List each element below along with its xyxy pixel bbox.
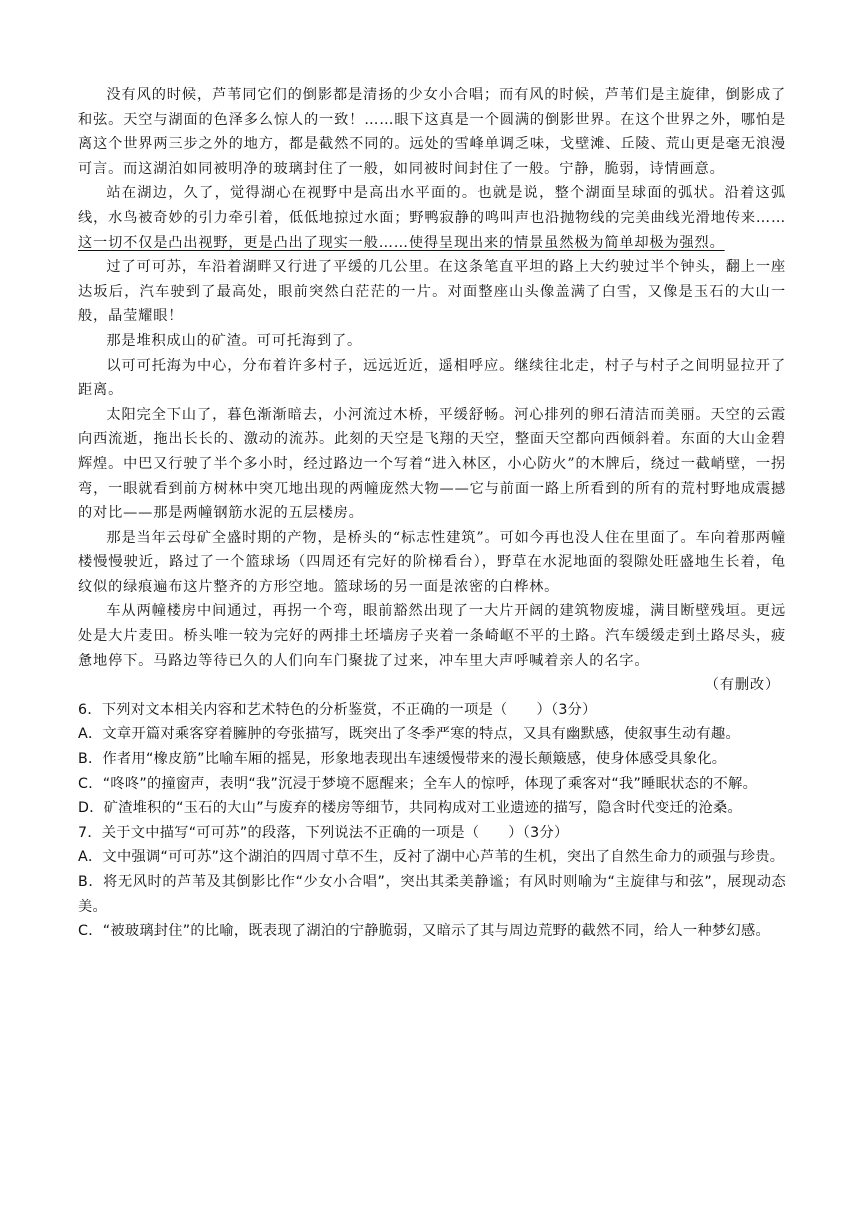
question-stem: 7．关于文中描写“可可苏”的段落，下列说法不正确的一项是（ ）（3分） bbox=[78, 824, 569, 841]
question-option: A．文中强调“可可苏”这个湖泊的四周寸草不生，反衬了湖中心芦苇的生机，突出了自然生命力的顽强与珍贵。 bbox=[78, 849, 785, 866]
passage-paragraph: 那是堆积成山的矿渣。可可托海到了。 bbox=[106, 332, 363, 349]
question-option: C．“咚咚”的撞窗声，表明“我”沉浸于梦境不愿醒来；全车人的惊呼，体现了乘客对“我”睡眠状态的不解。 bbox=[78, 775, 758, 792]
underlined-sentence: 这一切不仅是凸出视野，更是凸出了现实一般……使得呈现出来的情景虽然极为简单却极为强烈。 bbox=[78, 234, 725, 251]
exam-page bbox=[78, 83, 786, 944]
passage-paragraph: 车从两幢楼房中间通过，再拐一个弯，眼前豁然出现了一大片开阔的建筑物废墟，满目断壁残垣。更远处是大片麦田。桥头唯一较为完好的两排土坯墙房子夹着一条崎岖不平的土路。汽车缓缓走到土路尽头，疲惫地停下。马路边等待已久的人们向车门聚拢了过来，冲车里大声呼喊着亲人的名字。 bbox=[78, 603, 786, 669]
question-option: B．将无风时的芦苇及其倒影比作“少女小合唱”，突出其柔美静谧；有风时则喻为“主旋律与和弦”，展现动态美。 bbox=[78, 874, 786, 915]
passage-paragraph: 那是当年云母矿全盛时期的产物，是桥头的“标志性建筑”。可如今再也没人住在里面了。车向着那两幢楼慢慢驶近，路过了一个篮球场（四周还有完好的阶梯看台），野草在水泥地面的裂隙处旺盛地生长着，龟纹似的绿痕遍布这片整齐的方形空地。篮球场的另一面是浓密的白桦林。 bbox=[78, 529, 786, 595]
question-option: B．作者用“橡皮筋”比喻车厢的摇晃，形象地表现出车速缓慢带来的漫长颠簸感，使身体感受具象化。 bbox=[78, 751, 727, 768]
question-option: D．矿渣堆积的“玉石的大山”与废弃的楼房等细节，共同构成对工业遗迹的描写，隐含时代变迁的沧桑。 bbox=[78, 800, 742, 817]
question-option: A．文章开篇对乘客穿着臃肿的夸张描写，既突出了冬季严寒的特点，又具有幽默感，使叙事生动有趣。 bbox=[78, 726, 740, 743]
passage-paragraph: 太阳完全下山了，暮色渐渐暗去，小河流过木桥，平缓舒畅。河心排列的卵石清洁而美丽。天空的云霞向西流逝，拖出长长的、激动的流苏。此刻的天空是飞翔的天空，整面天空都向西倾斜着。东面的大山金碧辉煌。中巴又行驶了半个多小时，经过路边一个写着“进入林区，小心防火”的木牌后，绕过一截峭壁，一拐弯，一眼就看到前方树林中突兀地出现的两幢庞然大物——它与前面一路上所看到的所有的荒村野地成震撼的对比——那是两幢钢筋水泥的五层楼房。 bbox=[78, 406, 786, 522]
question-option: C．“被玻璃封住”的比喻，既表现了湖泊的宁静脆弱，又暗示了其与周边荒野的截然不同，给人一种梦幻感。 bbox=[78, 923, 770, 940]
passage-paragraph: 过了可可苏，车沿着湖畔又行进了平缓的几公里。在这条笔直平坦的路上大约驶过半个钟头，翻上一座达坂后，汽车驶到了最高处，眼前突然白茫茫的一片。对面整座山头像盖满了白雪，又像是玉石的大山一般，晶莹耀眼！ bbox=[78, 259, 786, 325]
passage-paragraph bbox=[78, 181, 786, 255]
source-note: （有删改） bbox=[704, 677, 780, 694]
passage-paragraph: 以可可托海为中心，分布着许多村子，远远近近，遥相呼应。继续往北走，村子与村子之间明显拉开了距离。 bbox=[78, 357, 786, 399]
question-stem: 6．下列对文本相关内容和艺术特色的分析鉴赏，不正确的一项是（ ）（3分） bbox=[78, 701, 597, 718]
passage-text: 站在湖边，久了，觉得湖心在视野中是高出水平面的。也就是说，整个湖面呈球面的弧状。沿着这弧线，水鸟被奇妙的引力牵引着，低低地掠过水面；野鸭寂静的鸣叫声也沿抛物线的完美曲线光滑地传来…… bbox=[78, 185, 786, 226]
passage-paragraph: 没有风的时候，芦苇同它们的倒影都是清扬的少女小合唱；而有风的时候，芦苇们是主旋律，倒影成了和弦。天空与湖面的色泽多么惊人的一致！……眼下这真是一个圆满的倒影世界。在这个世界之外，哪怕是离这个世界两三步之外的地方，都是截然不同的。远处的雪峰单调乏味，戈壁滩、丘陵、荒山更是毫无浪漫可言。而这湖泊如同被明净的玻璃封住了一般，如同被时间封住了一般。宁静，脆弱，诗情画意。 bbox=[78, 87, 786, 177]
